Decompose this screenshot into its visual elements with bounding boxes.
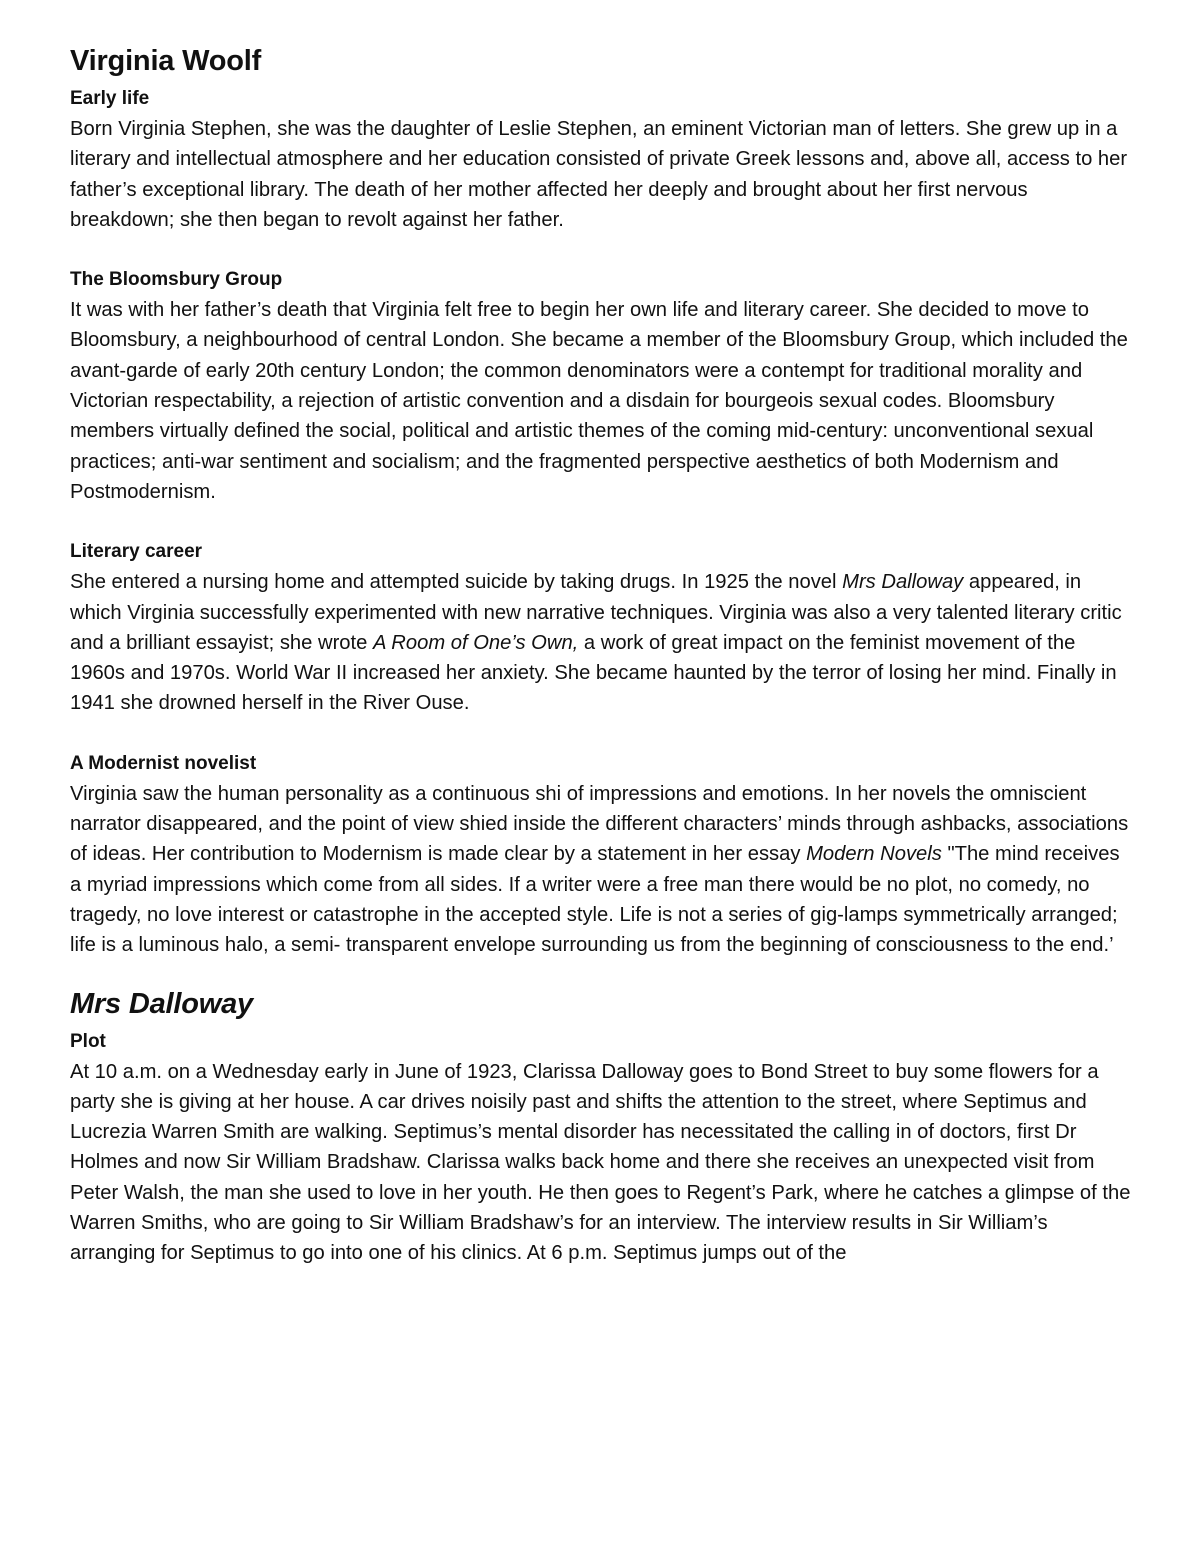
section-heading-early-life: Early life bbox=[70, 88, 150, 109]
section-heading-modernist-novelist: A Modernist novelist bbox=[70, 752, 257, 774]
work-title-modern-novels: Modern Novels bbox=[806, 843, 942, 866]
section-spacer bbox=[70, 235, 1135, 265]
text-run: She entered a nursing home and attempted suicide by taking drugs. In 1925 the novel bbox=[70, 571, 843, 594]
paragraph-modernist-novelist bbox=[70, 779, 1135, 961]
text-run: appeared, in which Virginia successfully experimented with new narrative techniques. Virginia was also a very talented literary critic and a brilliant essayist; she wrote bbox=[70, 571, 1122, 654]
text-run: "The mind receives a myriad impressions which come from all sides. If a writer were a free man there would be no plot, no comedy, no tragedy, no love interest or catastrophe in the accepted style. Life is not a series of gig-lamps symmetrically arranged; life is a luminous halo, a semi- transparent envelope surrounding us from the beginning of consciousness to the end.’ bbox=[70, 843, 1120, 957]
document-page bbox=[70, 38, 1135, 1269]
section-spacer bbox=[70, 961, 1135, 981]
text-run: Virginia saw the human personality as a continuous shi of impressions and emotions. In her novels the omniscient narrator disappeared, and the point of view shied inside the different characters’ minds through ashbacks, associations of ideas. Her contribution to Modernism is made clear by a statement in her essay bbox=[70, 782, 1129, 866]
text-run: a work of great impact on the feminist movement of the 1960s and 1970s. World War II increased her anxiety. She became haunted by the terror of losing her mind. Finally in 1941 she drowned herself in the River Ouse. bbox=[70, 631, 1117, 715]
paragraph-bloomsbury: It was with her father’s death that Virginia felt free to begin her own life and literary career. She decided to move to Bloomsbury, a neighbourhood of central London. She became a member of the Bloomsbury Group, which included the avant-garde of early 20th century London; the common denominators were a contempt for traditional morality and Victorian respectability, a rejection of artistic convention and a disdain for bourgeois sexual codes. Bloomsbury members virtually defined the social, political and artistic themes of the coming mid-century: unconventional sexual practices; anti-war sentiment and socialism; and the fragmented perspective aesthetics of both Modernism and Postmodernism. bbox=[70, 299, 1128, 503]
section-spacer bbox=[70, 507, 1135, 537]
section-spacer bbox=[70, 719, 1135, 749]
page-title: Virginia Woolf bbox=[70, 45, 262, 77]
work-title-mrs-dalloway: Mrs Dalloway bbox=[842, 571, 964, 594]
page-title-mrs-dalloway: Mrs Dalloway bbox=[70, 987, 253, 1020]
paragraph-literary-career bbox=[70, 567, 1135, 718]
paragraph-plot: At 10 a.m. on a Wednesday early in June of 1923, Clarissa Dalloway goes to Bond Street to buy some flowers for a party she is giving at her house. A car drives noisily past and shifts the attention to the street, where Septimus and Lucrezia Warren Smith are walking. Septimus’s mental disorder has necessitated the calling in of doctors, first Dr Holmes and now Sir William Bradshaw. Clarissa walks back home and there she receives an unexpected visit from Peter Walsh, the man she used to love in her youth. He then goes to Regent’s Park, where he catches a glimpse of the Warren Smiths, who are going to Sir William Bradshaw’s for an interview. The interview results in Sir William’s arranging for Septimus to go into one of his clinics. At 6 p.m. Septimus jumps out of the bbox=[70, 1060, 1131, 1265]
paragraph-early-life: Born Virginia Stephen, she was the daughter of Leslie Stephen, an eminent Victorian man of letters. She grew up in a literary and intellectual atmosphere and her education consisted of private Greek lessons and, above all, access to her father’s exceptional library. The death of her mother affected her deeply and brought about her first nervous breakdown; she then began to revolt against her father. bbox=[70, 118, 1128, 231]
section-heading-bloomsbury: The Bloomsbury Group bbox=[70, 269, 283, 291]
section-heading-plot: Plot bbox=[70, 1030, 106, 1052]
section-heading-literary-career: Literary career bbox=[70, 541, 203, 563]
work-title-a-room-of-ones-own: A Room of One’s Own, bbox=[372, 631, 579, 654]
